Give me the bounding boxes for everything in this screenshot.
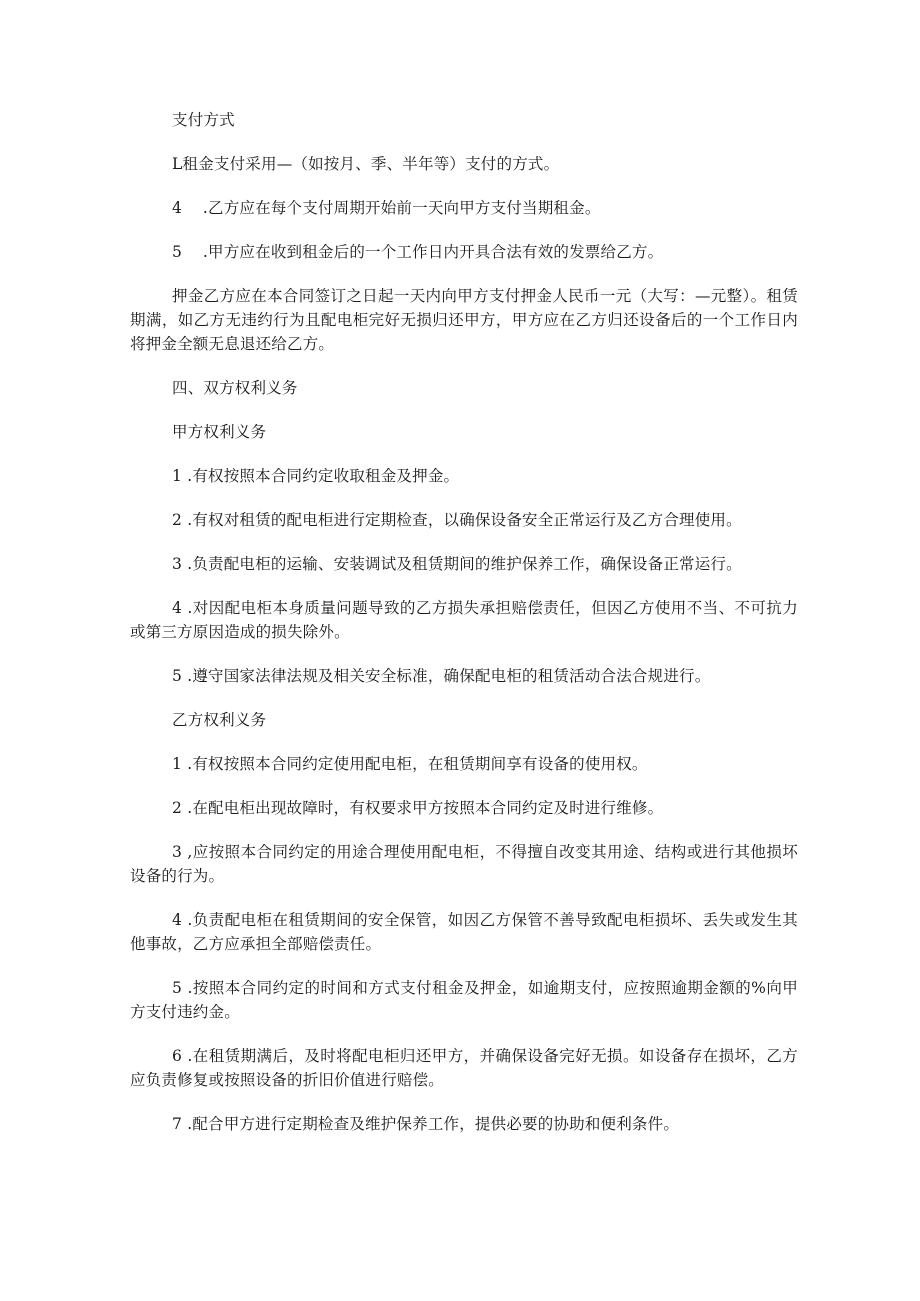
party-a-item-3: 3 .负责配电柜的运输、安装调试及租赁期间的维护保养工作，确保设备正常运行。 <box>172 555 742 573</box>
subheading-party-a: 甲方权利义务 <box>172 423 267 441</box>
section-heading-payment-method: 支付方式 <box>172 111 235 129</box>
paragraph-payment-method: L租金支付采用—（如按月、季、半年等）支付的方式。 <box>172 155 560 173</box>
party-a-item-5: 5 .遵守国家法律法规及相关安全标准，确保配电柜的租赁活动合法合规进行。 <box>172 667 711 685</box>
paragraph-invoice: 5 .甲方应在收到租金后的一个工作日内开具合法有效的发票给乙方。 <box>172 243 664 261</box>
party-b-item-1: 1 .有权按照本合同约定使用配电柜，在租赁期间享有设备的使用权。 <box>172 755 648 773</box>
party-b-item-7: 7 .配合甲方进行定期检查及维护保养工作，提供必要的协助和便利条件。 <box>172 1115 680 1133</box>
party-b-item-5: 5 .按照本合同约定的时间和方式支付租金及押金，如逾期支付，应按照逾期金额的%向甲方支付违约金。 <box>130 979 798 1021</box>
document-body <box>130 108 798 1156</box>
party-a-item-2: 2 .有权对租赁的配电柜进行定期检查，以确保设备安全正常运行及乙方合理使用。 <box>172 511 742 529</box>
subheading-party-b: 乙方权利义务 <box>172 711 267 729</box>
party-b-item-3: 3 ,应按照本合同约定的用途合理使用配电柜，不得擅自改变其用途、结构或进行其他损坏设备的行为。 <box>130 843 798 885</box>
paragraph-payment-timing: 4 .乙方应在每个支付周期开始前一天向甲方支付当期租金。 <box>172 199 601 217</box>
paragraph-deposit: 押金乙方应在本合同签订之日起一天内向甲方支付押金人民币一元（大写：—元整）。租赁期满，如乙方无违约行为且配电柜完好无损归还甲方，甲方应在乙方归还设备后的一个工作日内将押金全额无息退还给乙方。 <box>130 287 798 353</box>
section-heading-rights-obligations: 四、双方权利义务 <box>172 379 298 397</box>
party-b-item-2: 2 .在配电柜出现故障时，有权要求甲方按照本合同约定及时进行维修。 <box>172 799 664 817</box>
party-b-item-6: 6 .在租赁期满后，及时将配电柜归还甲方，并确保设备完好无损。如设备存在损坏，乙方应负责修复或按照设备的折旧价值进行赔偿。 <box>130 1047 798 1089</box>
party-a-item-4: 4 .对因配电柜本身质量问题导致的乙方损失承担赔偿责任，但因乙方使用不当、不可抗力或第三方原因造成的损失除外。 <box>130 599 798 641</box>
party-b-item-4: 4 .负责配电柜在租赁期间的安全保管，如因乙方保管不善导致配电柜损坏、丢失或发生其他事故，乙方应承担全部赔偿责任。 <box>130 911 798 953</box>
party-a-item-1: 1 .有权按照本合同约定收取租金及押金。 <box>172 467 460 485</box>
